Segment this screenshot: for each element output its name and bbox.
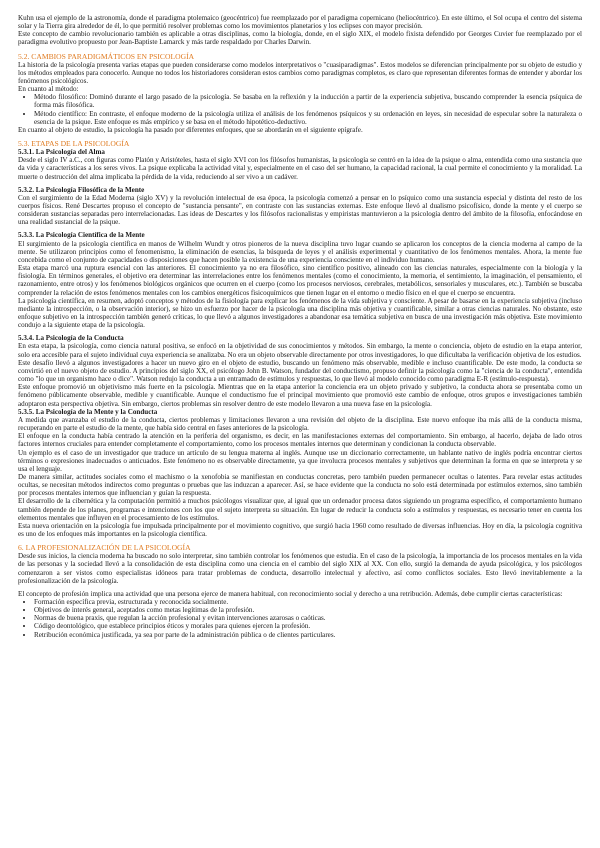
subsection-5-3-5-paragraph: A medida que avanzaba el estudio de la conducta, ciertos problemas y limitaciones llevaron a una revisión del objeto de la disciplina. Este nuevo enfoque iba más allá de la conducta misma, recuperando en parte el estudio de la mente, que había sido central en fases anteriores de la psicología. (18, 415, 582, 433)
list-item: • Código deontológico, que establece principios éticos y morales para quienes ejercen la profesión. (34, 622, 582, 630)
method-list (18, 93, 582, 126)
section-6-paragraph: Desde sus inicios, la ciencia moderna ha buscado no solo interpretar, sino también controlar los fenómenos que estudia. En el caso de la psicología, la importancia de los procesos mentales en la vida de las personas y la sociedad llevó a la consolidación de esta disciplina como una ciencia en el cambio del siglo XIX al XX. Con ello, surgió la demanda de ayuda psicológica, y los psicólogos comenzaron a ser vistos como especialistas idóneos para tratar problemas de conducta, desarrollo intelectual y afectivo, así como conflictos sociales. Esto llevó inevitablemente a la profesionalización de la psicología. (18, 552, 582, 585)
subsection-5-3-4-paragraph: En esta etapa, la psicología, como ciencia natural positiva, se enfocó en la objetividad de sus conocimientos y métodos. Sin embargo, la mente o conciencia, objeto de estudio en la etapa anterior, solo era accesible para el sujeto individual cuya experiencia se analizaba. No era un objeto observable directamente por otros investigadores, lo que dificultaba la verificación objetiva de los estudios. (18, 342, 582, 359)
list-item: • Formación específica previa, estructurada y reconocida socialmente. (34, 598, 582, 606)
subsection-5-3-5-paragraph: Un ejemplo es el caso de un investigador que traduce un artículo de su lengua materna al inglés. Aunque use un diccionario correctamente, un hablante nativo de inglés podría encontrar ciertos términos o expresiones inadecuados o anticuados. Este fenómeno no es observable directamente, ya que involucra procesos mentales y subjetivos que determinan la forma en que se interpreta y se usa el lenguaje. (18, 448, 582, 473)
subsection-5-3-4-paragraph: Este desafío llevó a algunos investigadores a hacer un nuevo giro en el objeto de estudio, buscando un fenómeno más observable, medible e incluso cuantificable. De este modo, la conducta se convirtió en el nuevo objeto de estudio. A principios del siglo XX, el psicólogo John B. Watson, fundador del conductismo, propuso definir la psicología como la "ciencia de la conducta", entendida como "lo que un organismo hace o dice". Watson redujo la conducta a un entramado de estímulos y respuestas, lo que llevó al modelo conocido como paradigma E-R (estímulo-respuesta). (18, 358, 582, 384)
list-item: • Método filosófico: Dominó durante el largo pasado de la psicología. Se basaba en la reflexión y la inducción a partir de la experiencia subjetiva, buscando comprender la esencia psíquica de forma más filosófica. (34, 93, 582, 109)
section-title-6: 6. LA PROFESIONALIZACIÓN DE LA PSICOLOGÍA (18, 543, 191, 553)
list-item: • Objetivos de interés general, aceptados como metas legítimas de la profesión. (34, 606, 582, 614)
intro-paragraph-kuhn: Kuhn usa el ejemplo de la astronomía, donde el paradigma ptolemaico (geocéntrico) fue reemplazado por el paradigma copernicano (heliocéntrico). En este último, el Sol ocupa el centro del sistema solar y la Tierra gira alrededor de él, lo que permitió resolver problemas como los movimientos planetarios y los eclipses con mayor precisión. (18, 14, 582, 31)
subsection-5-3-5-paragraph: Esta nueva orientación en la psicología fue impulsada principalmente por el movimiento cognitivo, que surgió hacia 1960 como resultado de diversas influencias. Hoy en día, la psicología cognitiva es uno de los enfoques más importantes en la psicología científica. (18, 521, 582, 539)
list-item: • Retribución económica justificada, ya sea por parte de la administración pública o de clientes particulares. (34, 631, 582, 639)
subsection-5-3-2-paragraph: Con el surgimiento de la Edad Moderna (siglo XV) y la revolución intelectual de esa época, la psicología comenzó a pensar en lo psíquico como una sustancia especial y distinta del resto de los cuerpos físicos. René Descartes propuso el concepto de "sustancia pensante", en contraste con las sustancias externas. Este enfoque llevó al dualismo psicofísico, donde la mente y el cuerpo se consideran sustancias separadas pero interrelacionadas. Las ideas de Descartes y los filósofos racionalistas y empiristas mantuvieron a la psicología dentro del ámbito de la filosofía, enfocándose en una realidad sustancial de la psique. (18, 193, 582, 227)
section-5-2-closing: En cuanto al objeto de estudio, la psicología ha pasado por diferentes enfoques, que se abordarán en el siguiente epígrafe. (18, 125, 363, 134)
subsection-5-3-5-paragraph: De manera similar, actitudes sociales como el machismo o la xenofobia se manifiestan en conductas concretas, pero también pueden permanecer ocultas o latentes. Para revelar estas actitudes ocultas, se necesitan métodos indirectos como preguntas o pruebas que las induzcan a aparecer. Así, se hace evidente que la conducta no solo está determinada por estímulos externos, sino también por procesos mentales internos que influencian y guían la respuesta. (18, 472, 582, 498)
subsection-5-3-5-paragraph: El enfoque en la conducta había centrado la atención en la periferia del organismo, es decir, en las manifestaciones externas del comportamiento. Sin embargo, al hacerlo, dejaba de lado otros factores internos cruciales para entender completamente el comportamiento, como los procesos mentales internos que determinan y condicionan la conducta observable. (18, 432, 582, 449)
subsection-title-5-3-4: 5.3.4. La Psicología de la Conducta (18, 334, 124, 343)
section-title-5-3: 5.3. ETAPAS DE LA PSICOLOGÍA (18, 139, 130, 149)
subsection-5-3-5-paragraph: El desarrollo de la cibernética y la computación permitió a muchos psicólogos visualizar que, al igual que un ordenador procesa datos siguiendo un programa específico, el comportamiento humano también depende de los planes, programas e intenciones con los que el sujeto interpreta su situación. En lugar de reducir la conducta solo a estímulos y respuestas, es necesario tener en cuenta los elementos mentales que influyen en el procesamiento de los estímulos. (18, 497, 582, 522)
section-6-paragraph: El concepto de profesión implica una actividad que una persona ejerce de manera habitual, con reconocimiento social y derecho a una retribución. Además, debe cumplir ciertas características: (18, 589, 563, 598)
subsection-title-5-3-5: 5.3.5. La Psicología de la Mente y la Conducta (18, 407, 158, 416)
section-5-2-paragraph: La historia de la psicología presenta varias etapas que pueden considerarse como modelos interpretativos o "cuasiparadigmas". Estos modelos se diferencian principalmente por su objeto de estudio y los métodos empleados para conocerlo. Aunque no todos los historiadores consideran estos cambios como paradigmas completos, es claro que representan diferentes formas de entender y abordar los fenómenos psicológicos. (18, 60, 582, 85)
list-item: • Método científico: En contraste, el enfoque moderno de la psicología utiliza el análisis de los fenómenos psíquicos y su ordenación en leyes, sin necesidad de especular sobre la naturaleza o esencia de la psique. Este enfoque es más empírico y se basa en el método hipotético-deductivo. (34, 110, 582, 126)
subsection-title-5-3-2: 5.3.2. La Psicología Filosófica de la Mente (18, 185, 145, 194)
profession-traits-list (18, 598, 582, 639)
subsection-title-5-3-1: 5.3.1. La Psicología del Alma (18, 148, 105, 157)
subsection-5-3-4-paragraph: Este enfoque promovió un objetivismo más fuerte en la psicología. Mientras que en la etapa anterior la conciencia era un objeto privado y subjetivo, la conducta ahora se presentaba como un fenómeno públicamente observable, medible y cuantificable. Aunque el conductismo fue el principal movimiento que promovió este cambio de enfoque, otros grupos e investigaciones también adoptaron esta perspectiva objetiva. Sin embargo, ciertos problemas sin resolver dentro de este modelo llevaron a una nueva fase en la psicología. (18, 383, 582, 408)
list-item: • Normas de buena praxis, que regulan la acción profesional y evitan intervenciones azarosas o caóticas. (34, 614, 582, 622)
method-label: En cuanto al método: (18, 85, 79, 94)
subsection-title-5-3-3: 5.3.3. La Psicología Científica de la Mente (18, 231, 145, 240)
subsection-5-3-3-paragraph: Esta etapa marcó una ruptura esencial con las anteriores. El conocimiento ya no era filosófico, sino científico positivo, alineado con las ciencias naturales, especialmente con la biología y la fisiología. En términos generales, el objetivo era determinar las interrelaciones entre los fenómenos mentales (como el conocimiento, la memoria, el sentimiento, la imaginación, el pensamiento, el razonamiento, entre otros) y los fenómenos biológicos orgánicos que ocurren en el cuerpo (como los procesos nerviosos, cerebrales, metabólicos, sensoriales y musculares, etc.). También se buscaba comprender la relación de estos fenómenos mentales con los cambios energéticos fisicoquímicos que tienen lugar en el entorno o medio físico en el que el cuerpo se encuentra. (18, 264, 582, 297)
subsection-5-3-3-paragraph: La psicología científica, en resumen, adoptó conceptos y métodos de la fisiología para explicar los fenómenos de la vida subjetiva y consciente. A pesar de basarse en la experiencia subjetiva (incluso mediante la introspección, o la observación interior), se hizo un esfuerzo por hacer de la psicología una disciplina más objetiva y cuantificable, similar a otras ciencias naturales. No obstante, este enfoque subjetivo en la introspección también generó críticas, lo que llevó a algunos investigadores a abandonar esa temática subjetiva en busca de una investigación más objetiva. Este movimiento condujo a la siguiente etapa de la psicología. (18, 296, 582, 330)
subsection-5-3-1-paragraph: Desde el siglo IV a.C., con figuras como Platón y Aristóteles, hasta el siglo XVI con los filósofos humanistas, la psicología se centró en la idea de la psique o alma, entendida como una sustancia que da vida y características a los seres vivos. La psique explicaba la actividad vital y, especialmente en el caso del ser humano, la capacidad racional, la cual permite el conocimiento y la moralidad. La muerte o destrucción del alma implicaba la pérdida de la vida, reduciendo al ser vivo a un cadáver. (18, 156, 582, 181)
section-title-5-2: 5.2. CAMBIOS PARADIGMÁTICOS EN PSICOLOGÍA (18, 51, 195, 61)
intro-paragraph-biology: Este concepto de cambio revolucionario también es aplicable a otras disciplinas, como la biología, donde, en el siglo XIX, el modelo fixista defendido por Georges Cuvier fue reemplazado por el paradigma evolutivo propuesto por Jean-Baptiste Lamarck y más tarde respaldado por Charles Darwin. (18, 30, 582, 47)
subsection-5-3-3-paragraph: El surgimiento de la psicología científica en manos de Wilhelm Wundt y otros pioneros de la nueva disciplina tuvo lugar cuando se aplicaron los conceptos de la ciencia moderna al campo de la mente. Se utilizaron principios como el fenomenismo, la eliminación de esencias, la búsqueda de leyes y el análisis experimental y cuantitativo de los fenómenos mentales. Ahora, la mente fue concebida como el conjunto de capacidades o disposiciones que hacen posible la existencia de una experiencia consciente en el individuo humano. (18, 239, 582, 264)
